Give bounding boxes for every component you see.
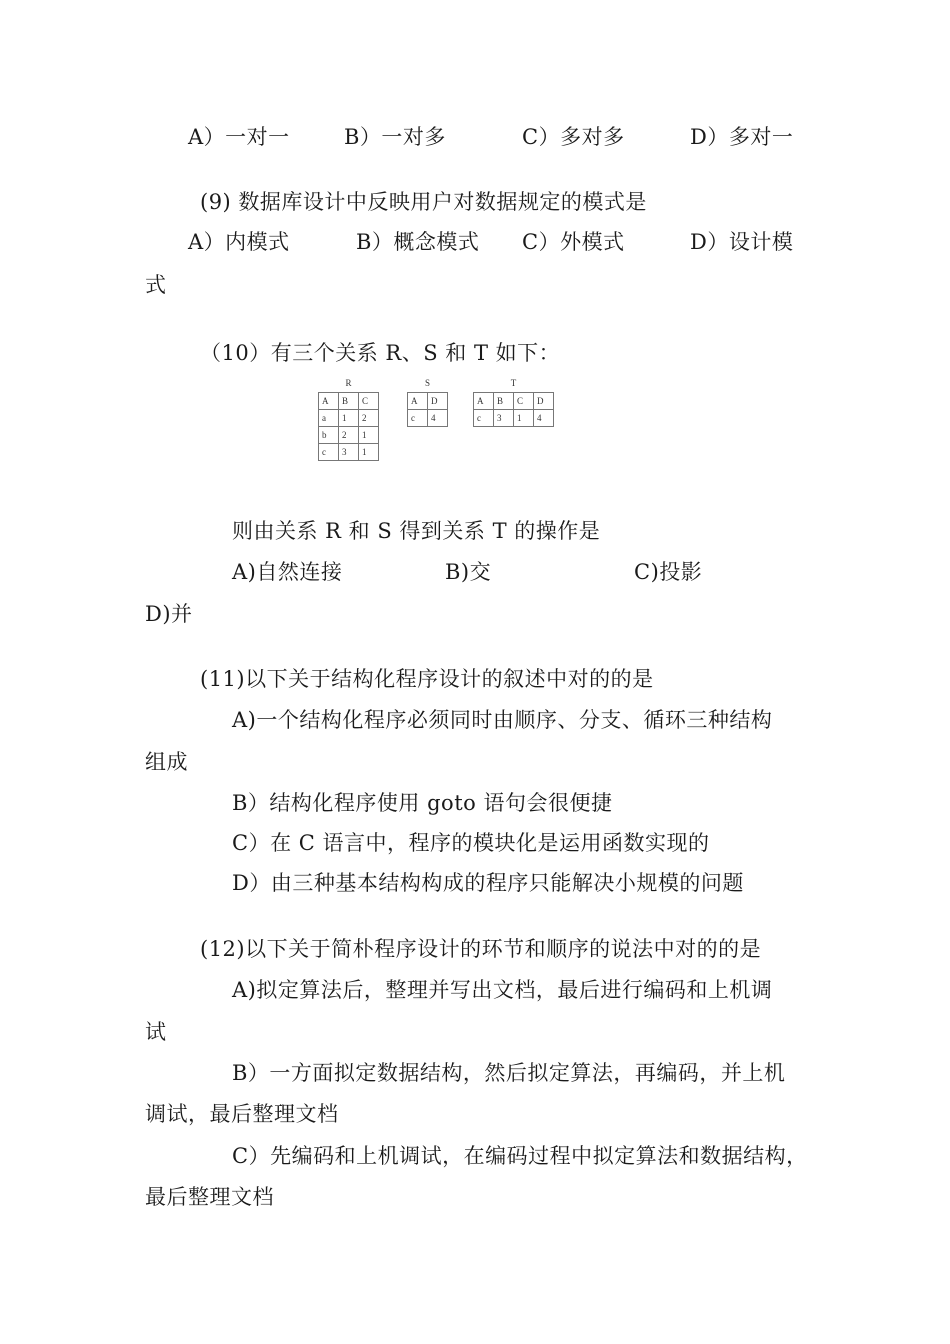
q12-option-c-wrap: 最后整理文档 xyxy=(145,1185,274,1209)
q11-option-b: B）结构化程序使用 goto 语句会很便捷 xyxy=(232,791,613,815)
relation-cell: D xyxy=(534,393,554,410)
q10-option-b: B)交 xyxy=(445,560,492,584)
relation-cell: 1 xyxy=(359,427,379,444)
q12-option-c: C）先编码和上机调试，在编码过程中拟定算法和数据结构， xyxy=(232,1144,808,1168)
relation-cell: B xyxy=(339,393,359,410)
q11-option-c: C）在 C 语言中，程序的模块化是运用函数实现的 xyxy=(232,831,710,855)
q11-option-d: D）由三种基本结构构成的程序只能解决小规模的问题 xyxy=(232,871,744,895)
relation-cell: 1 xyxy=(514,410,534,427)
relation-cell: C xyxy=(514,393,534,410)
relation-cell: c xyxy=(408,410,428,427)
q8-option-a: A）一对一 xyxy=(188,125,290,149)
relation-cell: 2 xyxy=(339,427,359,444)
q12-option-b-wrap: 调试，最后整理文档 xyxy=(145,1102,339,1126)
q11-option-a: A)一个结构化程序必须同时由顺序、分支、循环三种结构 xyxy=(232,708,773,732)
relation-r-name: R xyxy=(345,378,352,388)
relation-cell: 1 xyxy=(359,444,379,461)
relation-cell: D xyxy=(428,393,448,410)
relation-cell: c xyxy=(319,444,339,461)
relation-cell: 4 xyxy=(534,410,554,427)
q8-option-c: C）多对多 xyxy=(522,125,625,149)
relation-cell: 1 xyxy=(339,410,359,427)
relations-figure xyxy=(318,378,558,468)
relation-t-header-row xyxy=(474,393,554,410)
relation-t-table xyxy=(473,392,554,427)
relation-cell: b xyxy=(319,427,339,444)
q10-stem: （10）有三个关系 R、S 和 T 如下： xyxy=(200,341,561,365)
q9-stem: (9) 数据库设计中反映用户对数据规定的模式是 xyxy=(200,190,647,214)
q11-option-a-wrap: 组成 xyxy=(145,750,188,774)
q9-option-d: D）设计模 xyxy=(690,230,794,254)
relation-t-row xyxy=(474,410,554,427)
relation-r-row xyxy=(319,444,379,461)
relation-cell: A xyxy=(319,393,339,410)
relation-r-row xyxy=(319,427,379,444)
relation-cell: a xyxy=(319,410,339,427)
q9-option-b: B）概念模式 xyxy=(356,230,480,254)
relation-t-name: T xyxy=(510,378,517,388)
relation-cell: 4 xyxy=(428,410,448,427)
q9-option-a: A）内模式 xyxy=(188,230,290,254)
relation-r xyxy=(318,378,379,461)
relation-cell: 3 xyxy=(494,410,514,427)
relation-r-header-row xyxy=(319,393,379,410)
relation-r-row xyxy=(319,410,379,427)
relation-s xyxy=(407,378,448,427)
q10-question: 则由关系 R 和 S 得到关系 T 的操作是 xyxy=(232,519,601,543)
relation-cell: c xyxy=(474,410,494,427)
q12-option-a-wrap: 试 xyxy=(145,1020,167,1044)
relation-s-row xyxy=(408,410,448,427)
q12-option-a: A)拟定算法后，整理并写出文档，最后进行编码和上机调 xyxy=(232,978,773,1002)
q10-option-c: C)投影 xyxy=(634,560,703,584)
q8-option-d: D）多对一 xyxy=(690,125,794,149)
q10-option-d: D)并 xyxy=(145,602,193,626)
relation-cell: C xyxy=(359,393,379,410)
q9-option-d-wrap: 式 xyxy=(145,273,167,297)
relation-cell: A xyxy=(474,393,494,410)
relation-cell: 2 xyxy=(359,410,379,427)
q9-option-c: C）外模式 xyxy=(522,230,625,254)
q12-stem: (12)以下关于简朴程序设计的环节和顺序的说法中对的的是 xyxy=(200,937,762,961)
q11-stem: (11)以下关于结构化程序设计的叙述中对的的是 xyxy=(200,667,654,691)
relation-r-table xyxy=(318,392,379,461)
relation-cell: 3 xyxy=(339,444,359,461)
relation-cell: B xyxy=(494,393,514,410)
relation-s-header-row xyxy=(408,393,448,410)
q8-option-b: B）一对多 xyxy=(344,125,446,149)
q10-option-a: A)自然连接 xyxy=(232,560,343,584)
relation-t xyxy=(473,378,554,427)
relation-cell: A xyxy=(408,393,428,410)
q12-option-b: B）一方面拟定数据结构，然后拟定算法，再编码，并上机 xyxy=(232,1061,786,1085)
relation-s-table xyxy=(407,392,448,427)
relation-s-name: S xyxy=(424,378,430,388)
